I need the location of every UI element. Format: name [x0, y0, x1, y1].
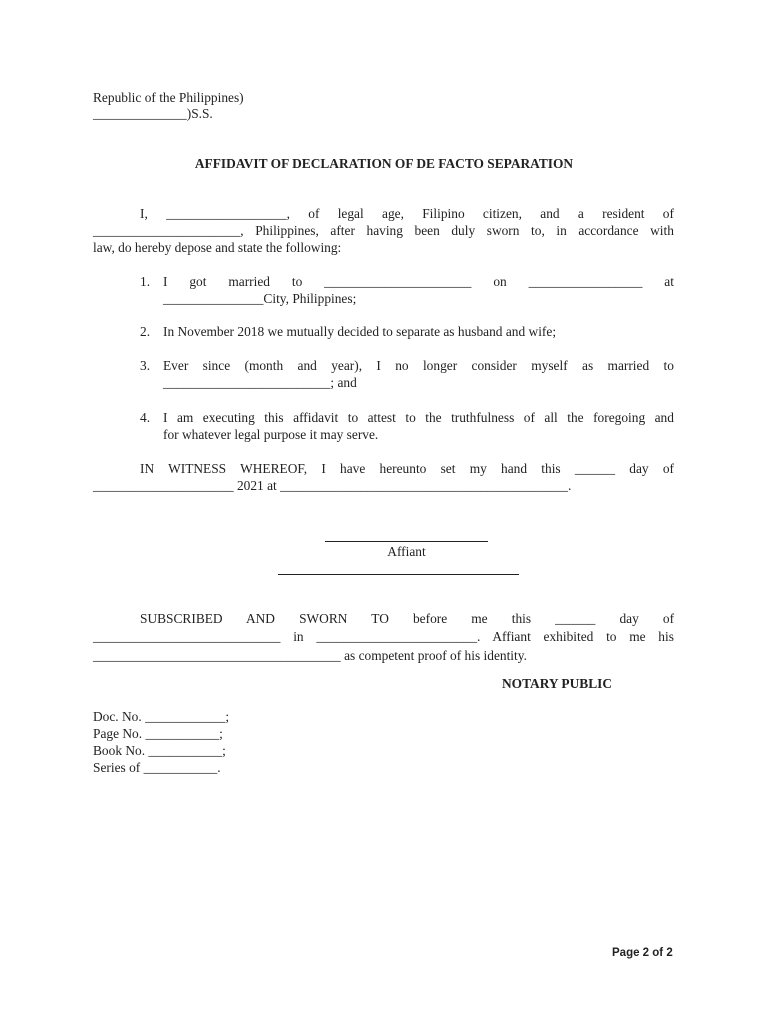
- witness-line-2: _____________________ 2021 at ___________________________________________.: [93, 478, 572, 493]
- doc-no-field: Doc. No. ____________;: [93, 709, 230, 724]
- affiant-signature-line: [325, 541, 488, 542]
- item-4-line-1: I am executing this affidavit to attest to the truthfulness of all the foregoing and: [163, 410, 674, 425]
- item-number-2: 2.: [140, 324, 151, 339]
- header-republic: Republic of the Philippines): [93, 90, 244, 105]
- book-no-field: Book No. ___________;: [93, 743, 226, 758]
- witness-line-1: IN WITNESS WHEREOF, I have hereunto set my hand this ______ day of: [140, 461, 674, 476]
- document-title: AFFIDAVIT OF DECLARATION OF DE FACTO SEPARATION: [194, 156, 574, 171]
- jurat-line-1: SUBSCRIBED AND SWORN TO before me this ______ day of: [140, 611, 675, 626]
- item-1-line-2: _______________City, Philippines;: [163, 291, 357, 306]
- affiant-name-line: [278, 574, 519, 575]
- item-number-1: 1.: [140, 274, 151, 289]
- item-3-line-2: _________________________; and: [163, 375, 357, 390]
- item-4-line-2: for whatever legal purpose it may serve.: [163, 427, 379, 442]
- item-number-3: 3.: [140, 358, 151, 373]
- intro-line-2: ______________________, Philippines, after having been duly sworn to, in accordance with: [93, 223, 674, 238]
- jurat-line-3: _____________________________________ as competent proof of his identity.: [93, 648, 527, 663]
- intro-line-3: law, do hereby depose and state the following:: [93, 240, 342, 255]
- intro-line-1: I, __________________, of legal age, Filipino citizen, and a resident of: [140, 206, 674, 221]
- page-no-field: Page No. ___________;: [93, 726, 223, 741]
- item-1-line-1: I got married to ______________________ on _________________ at: [163, 274, 674, 289]
- item-number-4: 4.: [140, 410, 151, 425]
- series-field: Series of ___________.: [93, 760, 221, 775]
- notary-public-label: NOTARY PUBLIC: [502, 676, 613, 691]
- item-2-line-1: In November 2018 we mutually decided to separate as husband and wife;: [163, 324, 557, 339]
- header-ss: ______________)S.S.: [93, 106, 213, 121]
- jurat-line-2: ____________________________ in ________________________. Affiant exhibited to me his: [93, 629, 674, 644]
- affiant-label: Affiant: [387, 544, 426, 559]
- page-number: Page 2 of 2: [612, 947, 673, 959]
- item-3-line-1: Ever since (month and year), I no longer consider myself as married to: [163, 358, 674, 373]
